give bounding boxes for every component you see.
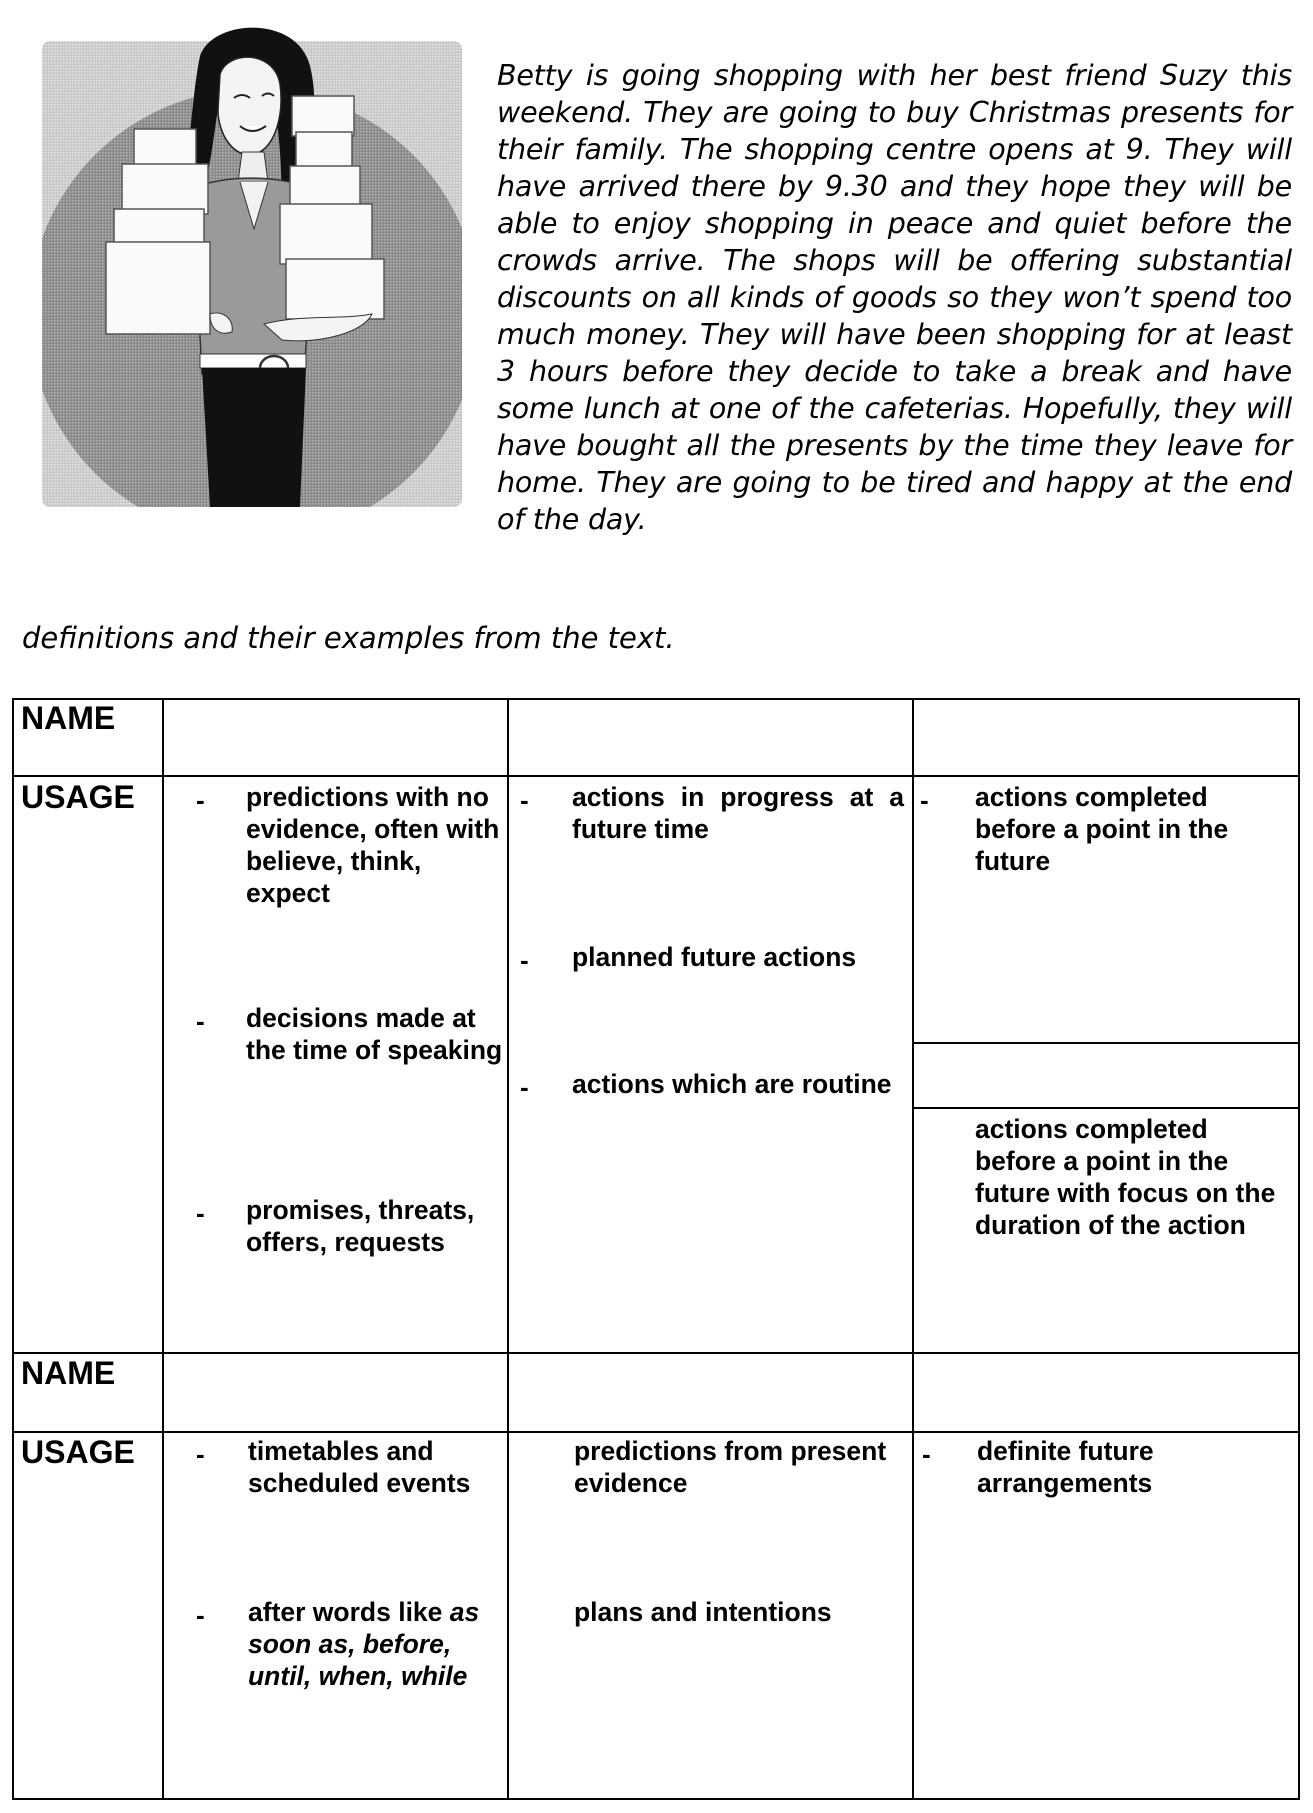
usage-item-conjunctions: as soon as, before, until, when, while xyxy=(248,1597,480,1691)
usage-item: plans and intentions xyxy=(574,1597,832,1627)
usage-item: actions completed before a point in the future xyxy=(975,782,1229,876)
bullet-dash: - xyxy=(520,1072,529,1102)
bullet-dash: - xyxy=(196,785,205,815)
bullet-dash: - xyxy=(196,1198,205,1228)
usage-item: planned future actions xyxy=(572,942,857,972)
usage-item: actions which are routine xyxy=(572,1069,892,1099)
row-divider-3 xyxy=(12,1431,1300,1433)
bullet-dash: - xyxy=(196,1600,205,1630)
bullet-dash: - xyxy=(196,1439,205,1469)
row-divider-1 xyxy=(12,775,1300,777)
usage-item: promises, threats, offers, requests xyxy=(246,1195,475,1257)
usage-item: actions in progress at a future time xyxy=(572,782,904,844)
name-label-1: NAME xyxy=(21,700,116,736)
table-border-top xyxy=(12,698,1300,700)
column-divider-3 xyxy=(912,698,914,1800)
usage-label-1: USAGE xyxy=(21,779,135,815)
bullet-dash: - xyxy=(196,1006,205,1036)
instruction-text: definitions and their examples from the text. xyxy=(22,621,675,655)
usage-label-2: USAGE xyxy=(21,1434,135,1470)
row-divider-2 xyxy=(12,1352,1300,1354)
table-border-left xyxy=(12,698,14,1800)
usage-item: predictions with no evidence, often with believe, think, expect xyxy=(246,782,500,908)
column-divider-2 xyxy=(507,698,509,1800)
usage-item: decisions made at the time of speaking xyxy=(246,1003,503,1065)
tenses-table xyxy=(12,698,1300,1800)
usage-item: definite future arrangements xyxy=(977,1436,1154,1498)
table-border-bottom xyxy=(12,1798,1300,1800)
shopping-woman-illustration xyxy=(42,14,462,507)
name-label-2: NAME xyxy=(21,1355,116,1391)
column4-split-upper xyxy=(912,1042,1300,1044)
usage-item xyxy=(248,1596,506,1692)
usage-item: predictions from present evidence xyxy=(574,1436,887,1498)
usage-item: timetables and scheduled events xyxy=(248,1436,471,1498)
column-divider-1 xyxy=(162,698,164,1800)
reading-passage: Betty is going shopping with her best friend Suzy this weekend. They are going to buy Christmas presents for their family. The shopping centre opens at 9. They will have arrived there by 9.30 and they hope they will be able to enjoy shopping in peace and quiet before the crowds arrive. The shops will be offering substantial discounts on all kinds of goods so they won’t spend too much money. They will have been shopping for at least 3 hours before they decide to take a break and have some lunch at one of the cafeterias. Hopefully, they will have bought all the presents by the time they leave for home. They are going to be tired and happy at the end of the day. xyxy=(497,59,1292,536)
usage-item-prefix: after words like xyxy=(248,1597,443,1627)
usage-item: actions completed before a point in the future with focus on the duration of the action xyxy=(975,1114,1276,1240)
bullet-dash: - xyxy=(520,945,529,975)
bullet-dash: - xyxy=(922,1439,931,1469)
bullet-dash: - xyxy=(520,785,529,815)
column4-split-lower xyxy=(912,1107,1300,1109)
bullet-dash: - xyxy=(920,785,929,815)
table-border-right xyxy=(1298,698,1300,1800)
